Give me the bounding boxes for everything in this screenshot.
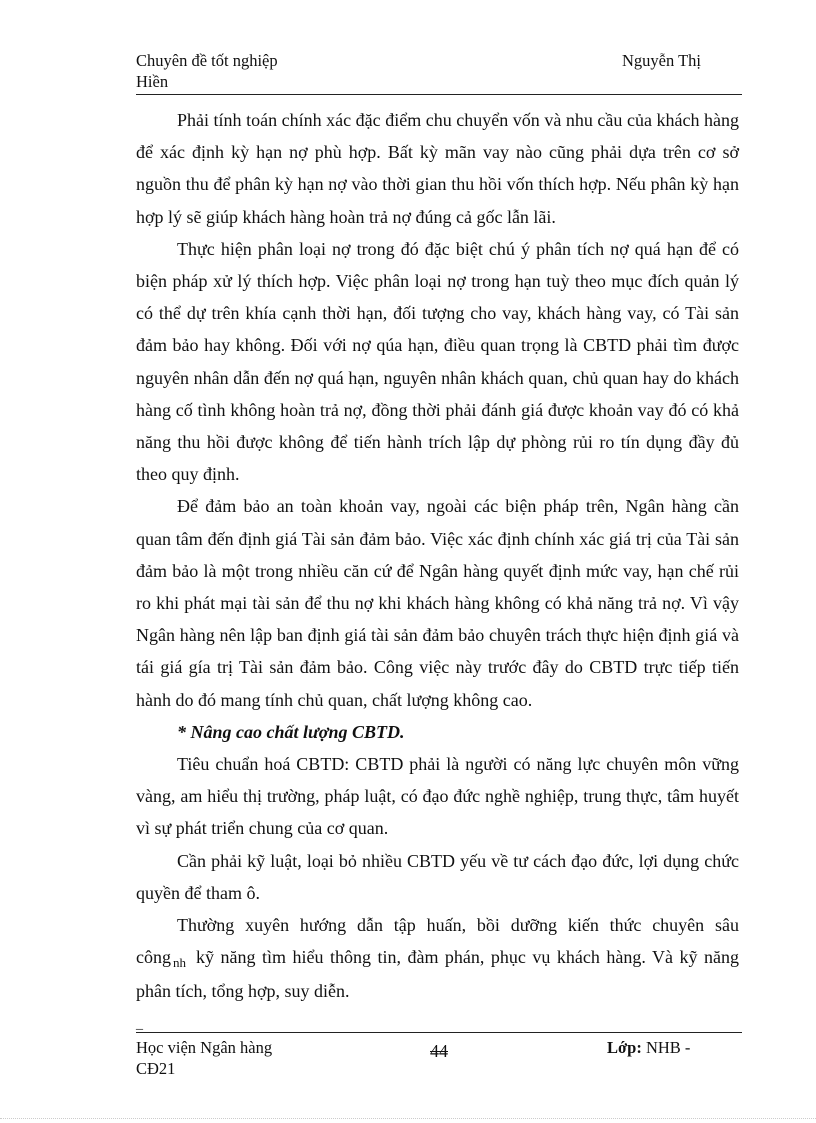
header-author: Nguyễn Thị xyxy=(622,51,701,70)
paragraph-1: Phải tính toán chính xác đặc điểm chu chuyển vốn và nhu cầu của khách hàng để xác định kỳ hạn nợ phù hợp. Bất kỳ mãn vay nào cũng phải dựa trên cơ sở nguồn thu để phân kỳ hạn nợ vào thời gian thu hồi vốn thích hợp. Nếu phân kỳ hạn hợp lý sẽ giúp khách hàng hoàn trả nợ đúng cả gốc lẫn lãi. xyxy=(136,110,739,227)
page-number: 44 xyxy=(430,1041,448,1061)
paragraph-6-part-1: Thường xuyên hướng dẫn tập huấn, bồi dưỡng kiến thức chuyên sâu công xyxy=(136,915,739,968)
section-heading: * Nâng cao chất lượng CBTD. xyxy=(177,721,405,742)
paragraph-2: Thực hiện phân loại nợ trong đó đặc biệt chú ý phân tích nợ quá hạn để có biện pháp xử lý thích hợp. Việc phân loại nợ trong hạn tuỳ theo mục đích quản lý có thể dự trên khía cạnh thời hạn, đối tượng cho vay, khách hàng vay, có Tài sản đảm bảo hay không. Đối với nợ qúa hạn, điều quan trọng là CBTD phải tìm được nguyên nhân dẫn đến nợ quá hạn, nguyên nhân khách quan, chủ quan hay do khách hàng cố tình không hoàn trả nợ, đồng thời phải đánh giá được khoản vay đó có khả năng thu hồi được không để tiến hành trích lập dự phòng rủi ro tín dụng đầy đủ theo quy định. xyxy=(136,238,739,485)
paragraph-3: Để đảm bảo an toàn khoản vay, ngoài các biện pháp trên, Ngân hàng cần quan tâm đến định giá Tài sản đảm bảo. Việc xác định chính xác giá trị của Tài sản đảm bảo là một trong nhiều căn cứ để Ngân hàng quyết định mức vay, hạn chế rủi ro khi phát mại tài sản để thu nợ khi khách hàng không có khả năng trả nợ. Vì vậy Ngân hàng nên lập ban định giá tài sản đảm bảo chuyên trách thực hiện định giá và tái giá gía trị Tài sản đảm bảo. Công việc này trước đây do CBTD trực tiếp tiến hành do đó mang tính chủ quan, chất lượng không cao. xyxy=(136,496,739,710)
paragraph-6-subscript: nh xyxy=(173,955,186,971)
footer-left xyxy=(136,1037,336,1079)
footer-right xyxy=(607,1037,690,1058)
footer-class-value: NHB - xyxy=(645,1038,691,1057)
paragraph-5: Cần phải kỹ luật, loại bỏ nhiều CBTD yếu về tư cách đạo đức, lợi dụng chức quyền để tham ô. xyxy=(136,850,739,903)
paragraph-4: Tiêu chuẩn hoá CBTD: CBTD phải là người có năng lực chuyên môn vững vàng, am hiểu thị trường, pháp luật, có đạo đức nghề nghiệp, trung thực, tâm huyết vì sự phát triển chung của cơ quan. xyxy=(136,754,739,839)
footer-rule xyxy=(136,1032,742,1033)
paragraph-6-part-2: kỹ năng tìm hiểu thông tin, đàm phán, phục vụ khách hàng. Và kỹ năng phân tích, tổng hợp, suy diễn. xyxy=(136,947,739,1002)
footer-dash: _ xyxy=(136,1017,143,1032)
header-left xyxy=(136,50,356,92)
footer-institution: Học viện Ngân hàng xyxy=(136,1038,273,1057)
body-text xyxy=(136,104,739,1008)
page-bottom-border xyxy=(0,1118,816,1119)
footer-class-code: CĐ21 xyxy=(136,1059,176,1078)
header-author-continued: Hiền xyxy=(136,72,169,91)
footer-class-label: Lớp: xyxy=(607,1038,642,1057)
header-title: Chuyên đề tốt nghiệp xyxy=(136,51,278,70)
header-rule xyxy=(136,94,742,95)
paragraph-6 xyxy=(136,909,739,1008)
